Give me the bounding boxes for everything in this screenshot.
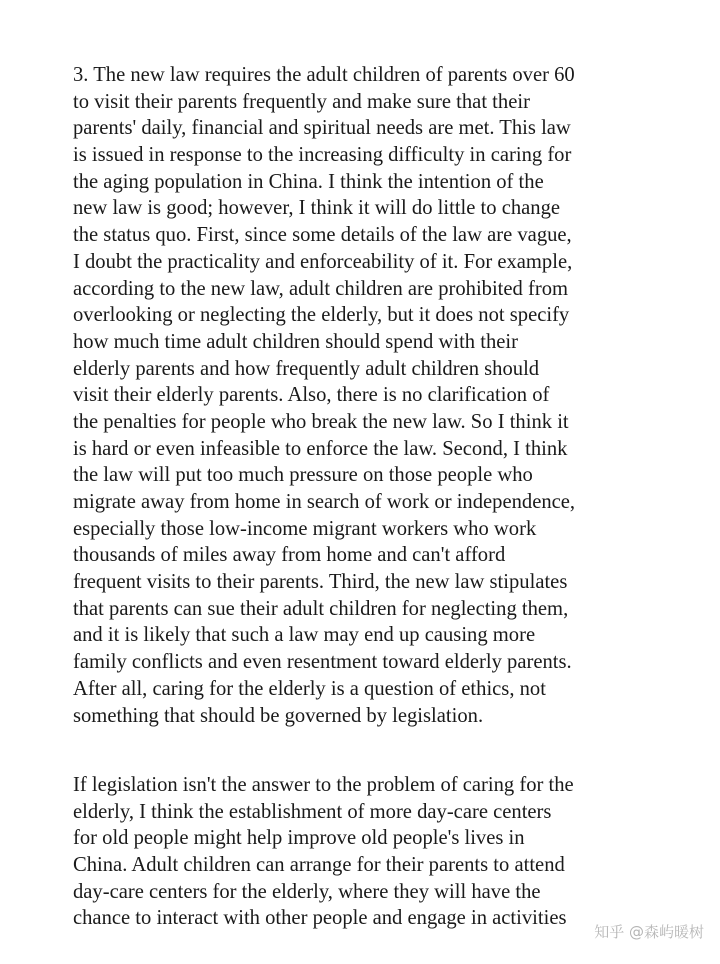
text-line: how much time adult children should spend with their xyxy=(73,330,518,353)
text-line: parents' daily, financial and spiritual needs are met. This law xyxy=(73,117,571,140)
text-line: day-care centers for the elderly, where they will have the xyxy=(73,880,541,903)
text-line: frequent visits to their parents. Third, the new law stipulates xyxy=(73,571,568,594)
text-line: family conflicts and even resentment toward elderly parents. xyxy=(73,651,572,674)
text-line: and it is likely that such a law may end up causing more xyxy=(73,624,536,647)
text-line: overlooking or neglecting the elderly, but it does not specify xyxy=(73,304,570,327)
text-line: is issued in response to the increasing difficulty in caring for xyxy=(73,144,572,167)
watermark: 知乎 @森屿暖树 xyxy=(594,923,704,941)
text-line: chance to interact with other people and engage in activities xyxy=(73,907,567,930)
text-line: migrate away from home in search of work or independence, xyxy=(73,491,576,513)
text-line: the penalties for people who break the new law. So I think it xyxy=(73,410,569,433)
text-line: for old people might help improve old people's lives in xyxy=(73,827,525,850)
text-line: visit their elderly parents. Also, there is no clarification of xyxy=(73,384,550,407)
text-line: the status quo. First, since some details of the law are vague, xyxy=(73,224,572,247)
text-line: I doubt the practicality and enforceability of it. For example, xyxy=(73,250,573,273)
text-line: 3. The new law requires the adult children of parents over 60 xyxy=(73,64,575,86)
text-line: After all, caring for the elderly is a question of ethics, not xyxy=(73,677,546,700)
text-line: elderly, I think the establishment of more day-care centers xyxy=(73,800,552,823)
text-line: that parents can sue their adult children for neglecting them, xyxy=(73,597,569,620)
text-line: If legislation isn't the answer to the problem of caring for the xyxy=(73,774,574,796)
paragraph-2 xyxy=(73,772,683,932)
text-line: especially those low-income migrant workers who work xyxy=(73,517,537,540)
text-line: something that should be governed by legislation. xyxy=(73,704,484,727)
text-line: the law will put too much pressure on those people who xyxy=(73,464,533,487)
text-line: to visit their parents frequently and make sure that their xyxy=(73,90,530,113)
text-line: thousands of miles away from home and can't afford xyxy=(73,544,506,567)
text-line: is hard or even infeasible to enforce the law. Second, I think xyxy=(73,437,568,460)
text-line: according to the new law, adult children are prohibited from xyxy=(73,277,569,300)
paragraph-1 xyxy=(73,62,683,729)
text-line: the aging population in China. I think the intention of the xyxy=(73,170,544,193)
text-line: new law is good; however, I think it will do little to change xyxy=(73,197,561,220)
text-line: China. Adult children can arrange for their parents to attend xyxy=(73,854,565,877)
text-line: elderly parents and how frequently adult children should xyxy=(73,357,540,380)
